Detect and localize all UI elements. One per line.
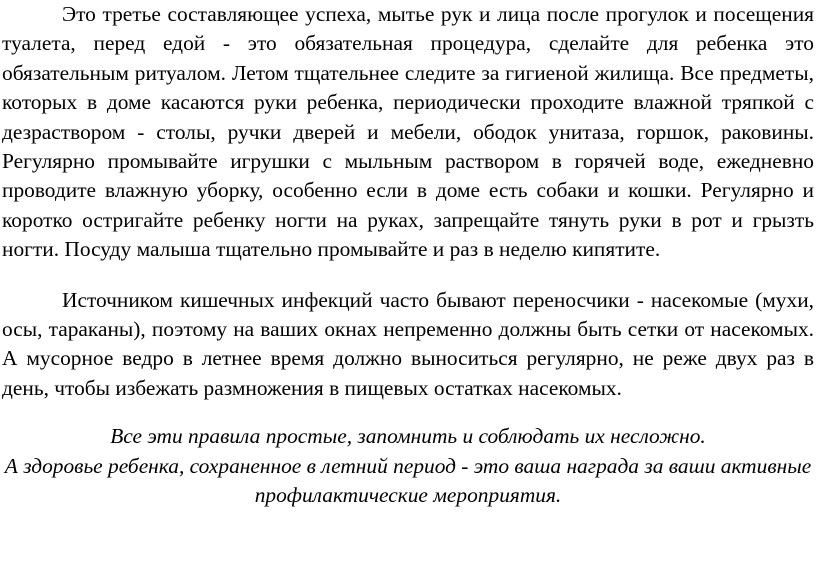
paragraph-hygiene: Это третье составляющее успеха, мытье рук и лица после прогулок и посещения туалета, перед едой - это обязательная процедура, сделайте для ребенка это обязательным ритуалом. Летом тщательнее следите за гигиеной жилища. Все предметы, которых в доме касаются руки ребенка, периодически проходите влажной тряпкой с дезраствором - столы, ручки дверей и мебели, ободок унитаза, горшок, раковины. Регулярно промывайте игрушки с мыльным раствором в горячей воде, ежедневно проводите влажную уборку, особенно если в доме есть собаки и кошки. Регулярно и коротко остригайте ребенку ногти на руках, запрещайте тянуть руки в рот и грызть ногти. Посуду малыша тщательно промывайте и раз в неделю кипятите. bbox=[2, 2, 814, 262]
closing-line-2: А здоровье ребенка, сохраненное в летний период - это ваша награда за ваши активные профилактические мероприятия. bbox=[4, 453, 812, 508]
closing-line-1: Все эти правила простые, запомнить и соблюдать их несложно. bbox=[110, 424, 706, 449]
paragraph-insects: Источником кишечных инфекций часто бывают переносчики - насекомые (мухи, осы, тараканы), поэтому на ваших окнах непременно должны быть сетки от насекомых. А мусорное ведро в летнее время должно выноситься регулярно, не реже двух раз в день, чтобы избежать размножения в пищевых остатках насекомых. bbox=[2, 287, 814, 400]
closing-note bbox=[2, 422, 814, 511]
